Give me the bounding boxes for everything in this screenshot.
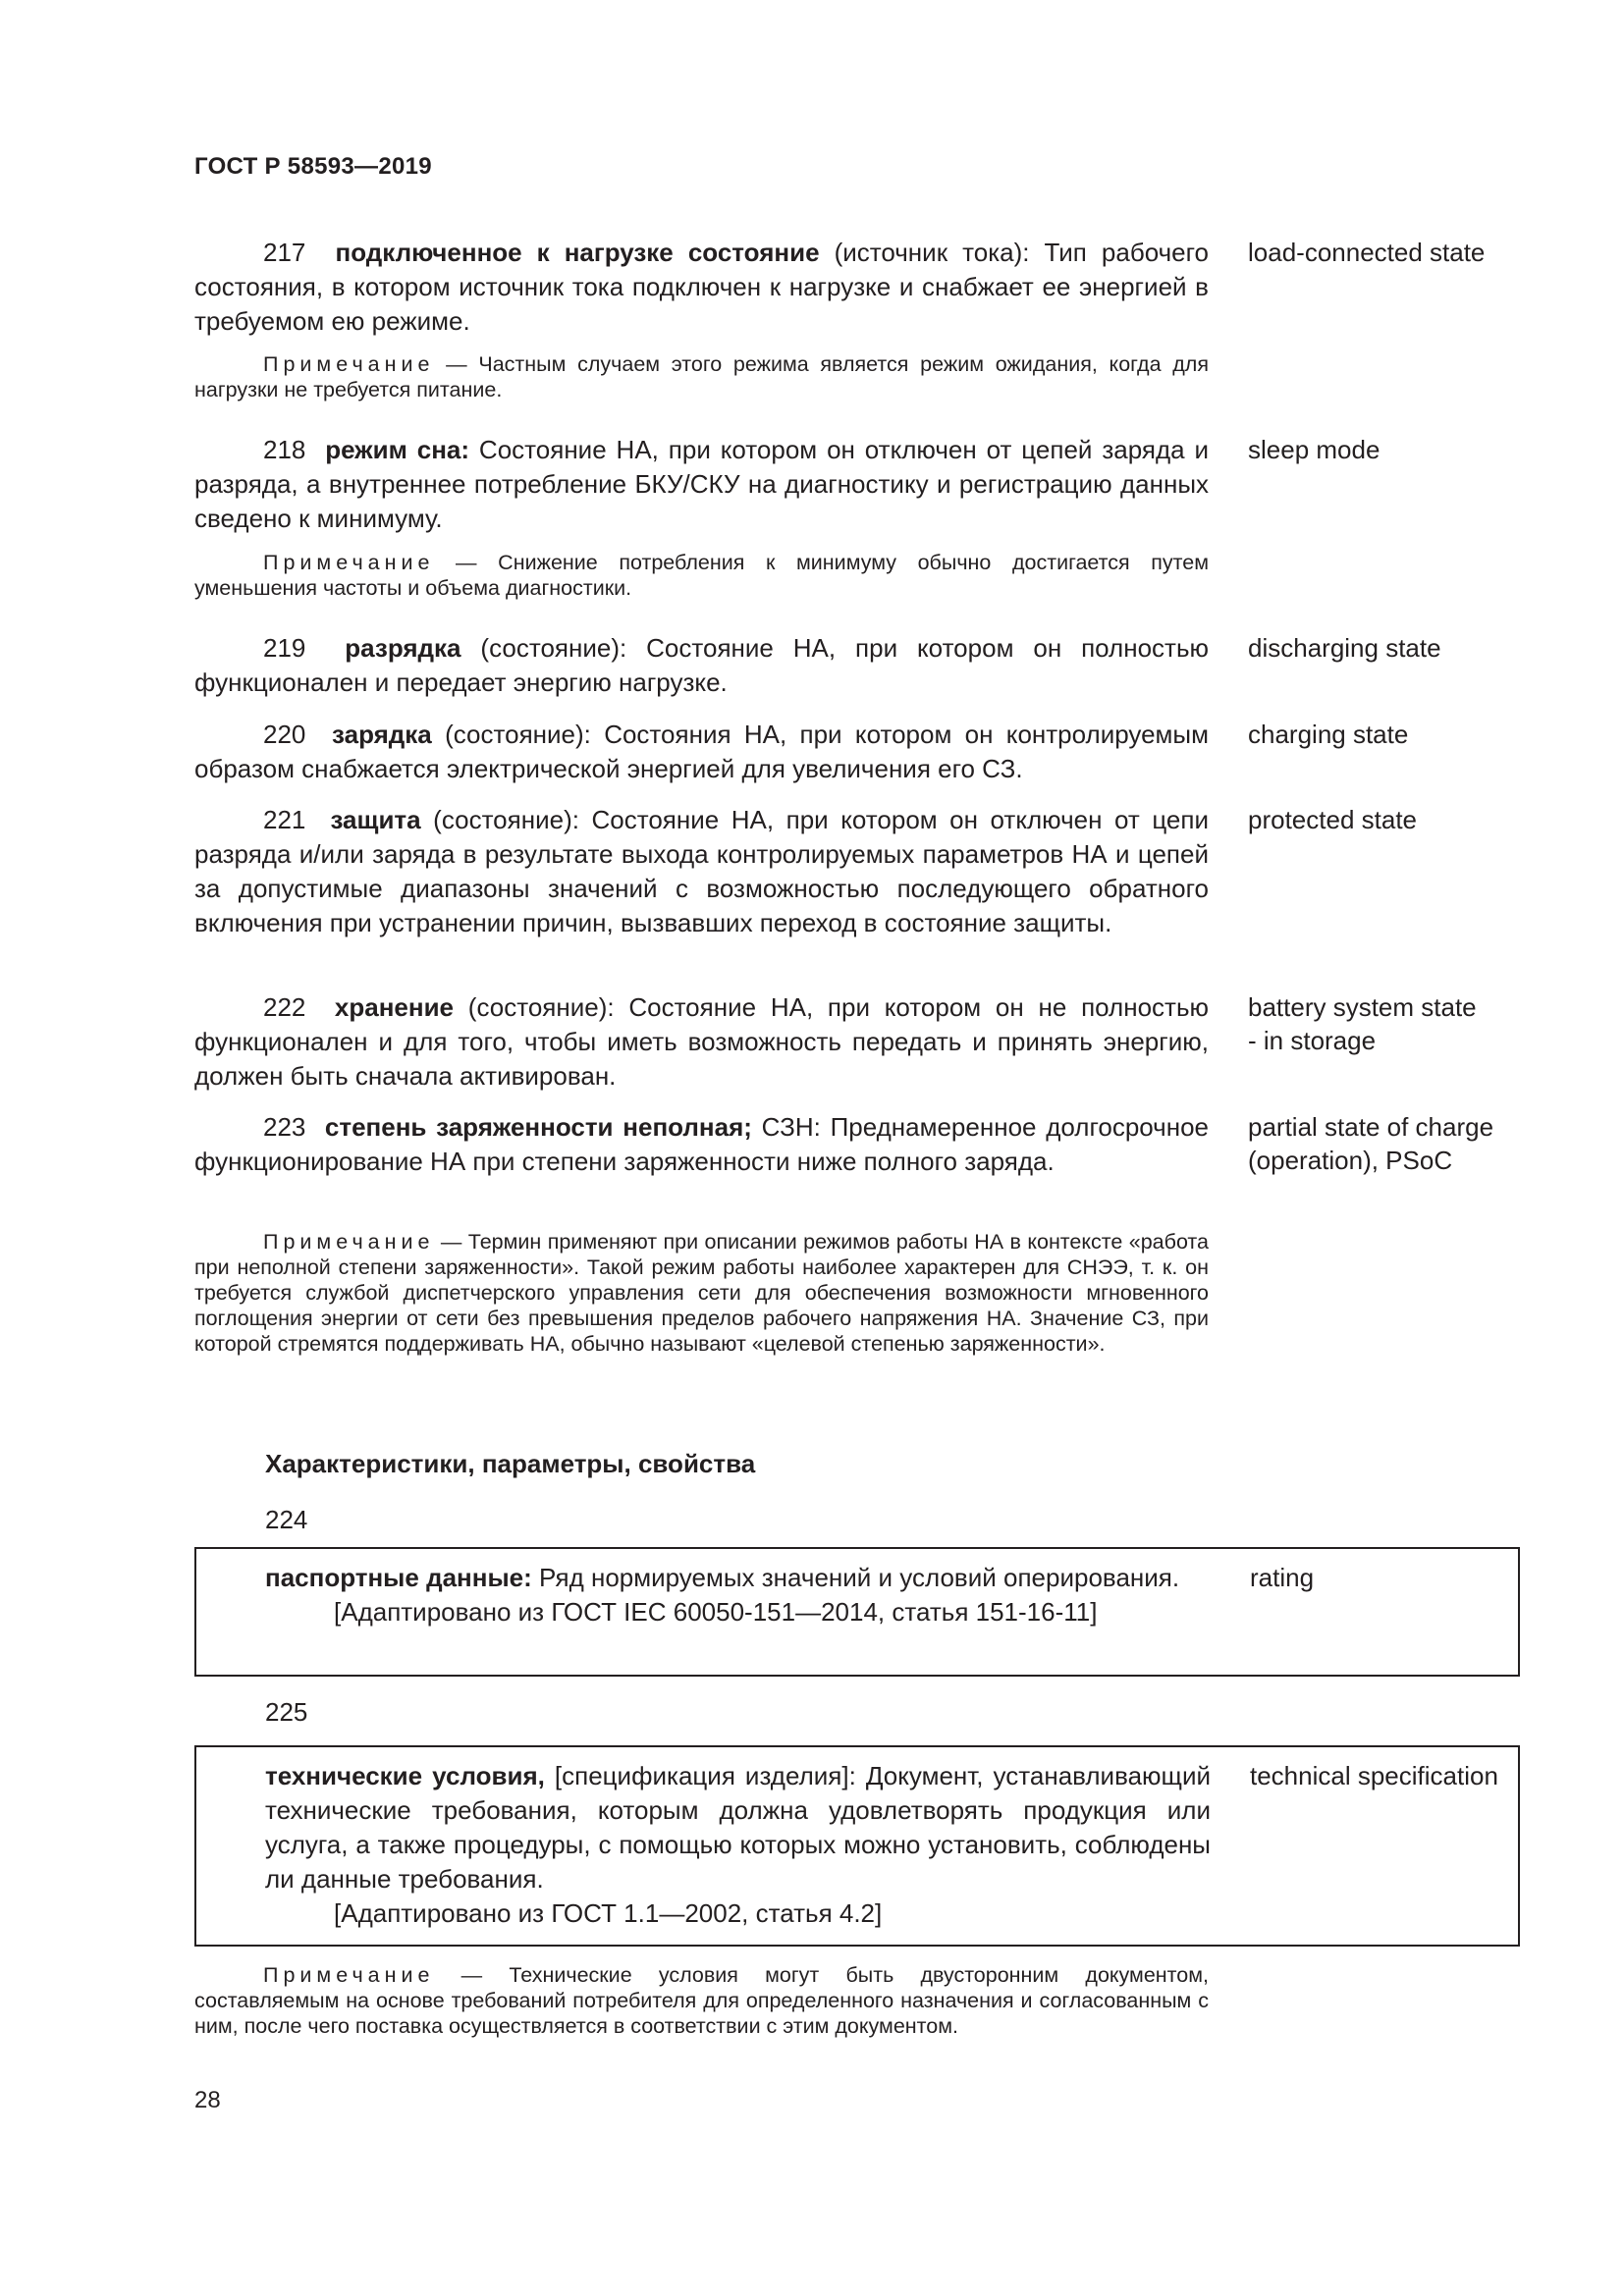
boxed-definition <box>265 1759 1211 1931</box>
note-label: Примечание <box>263 352 435 376</box>
english-term-217: load-connected state <box>1248 238 1486 267</box>
term-name: защита <box>330 805 421 834</box>
section-title: Характеристики, параметры, свойства <box>265 1449 756 1478</box>
entry-number: 217 <box>263 238 306 267</box>
term-name: разрядка <box>345 633 461 663</box>
entry-number: 222 <box>263 992 306 1022</box>
term-name: хранение <box>334 992 455 1022</box>
term-text: (состояние): Состояние НА, при котором он не полностью функционален и для того, чтобы иметь возможность передать и принять энергию, должен быть сначала активирован. <box>194 992 1209 1091</box>
boxed-entry-number-224: 224 <box>265 1505 308 1534</box>
note-label: Примечание <box>263 1963 435 1987</box>
entry-number: 218 <box>263 435 306 464</box>
term-name: режим сна: <box>325 435 470 464</box>
term-entry-218 <box>194 433 1209 536</box>
entry-number: 220 <box>263 720 306 749</box>
english-term-223 <box>1248 1110 1493 1177</box>
term-source: [Адаптировано из ГОСТ IEC 60050-151—2014, статья 151-16-11] <box>334 1597 1098 1627</box>
note-text: — Технические условия могут быть двусторонним документом, составляемым на основе требований потребителя для определенного назначения и согласованным с ним, после чего поставка осуществляется в соответствии с этим документом. <box>194 1963 1209 2038</box>
term-source: [Адаптировано из ГОСТ 1.1—2002, статья 4.2] <box>334 1898 883 1928</box>
term-definition <box>194 990 1209 1094</box>
boxed-entry-number-225: 225 <box>265 1697 308 1727</box>
term-name: степень заряженности неполная; <box>324 1112 752 1142</box>
english-term-line2: - in storage <box>1248 1026 1377 1055</box>
term-text: (состояние): Состояние НА, при котором он отключен от цепи разряда и/или заряда в результате выхода контролируемых параметров НА и цепей за допустимые диапазоны значений с возможностью последующего обратного включения при устранении причин, вызвавших переход в состояние защиты. <box>194 805 1209 937</box>
term-definition <box>194 1110 1209 1179</box>
entry-number: 223 <box>263 1112 306 1142</box>
term-name: подключенное к нагрузке состояние <box>335 238 820 267</box>
term-definition <box>194 236 1209 339</box>
term-name: технические условия, <box>265 1761 545 1790</box>
english-term-219: discharging state <box>1248 633 1441 663</box>
entry-number: 221 <box>263 805 306 834</box>
note-text: — Снижение потребления к минимуму обычно достигается путем уменьшения частоты и объема диагностики. <box>194 551 1209 600</box>
english-term-222 <box>1248 990 1477 1057</box>
note-223 <box>194 1229 1209 1357</box>
term-definition <box>194 718 1209 786</box>
term-box-225 <box>194 1745 1520 1947</box>
document-code: ГОСТ Р 58593—2019 <box>194 153 432 180</box>
english-term-line1: partial state of charge <box>1248 1112 1494 1142</box>
term-definition <box>194 631 1209 700</box>
term-text: Состояние НА, при котором он отключен от цепей заряда и разряда, а внутреннее потребление БКУ/СКУ на диагностику и регистрацию данных сведено к минимуму. <box>194 435 1210 533</box>
term-text: [спецификация изделия]: Документ, устанавливающий технические требования, которым должна удовлетворять продукция или услуга, а также процедуры, с помощью которых можно установить, соблюдены ли данные требования. <box>265 1761 1211 1894</box>
term-entry-222 <box>194 990 1209 1094</box>
note-label: Примечание <box>263 551 435 574</box>
note-text: — Термин применяют при описании режимов работы НА в контексте «работа при неполной степени заряженности». Такой режим работы наиболее характерен для СНЭЭ, т. к. он требуется службой диспетчерского управления сети для обеспечения возможности мгновенного поглощения энергии от сети без превышения пределов рабочего напряжения НА. Значение СЗ, при которой стремятся поддерживать НА, обычно называют «целевой степенью заряженности». <box>194 1230 1209 1356</box>
term-text: (источник тока): Тип рабочего состояния, в котором источник тока подключен к нагрузке и снабжает ее энергией в требуемом ею режиме. <box>194 238 1209 336</box>
note-218 <box>194 550 1209 601</box>
note-text: — Частным случаем этого режима является режим ожидания, когда для нагрузки не требуется питание. <box>194 352 1209 401</box>
english-term-line1: battery system state <box>1248 992 1477 1022</box>
term-box-224 <box>194 1547 1520 1677</box>
note-label: Примечание <box>263 1230 435 1254</box>
term-entry-219 <box>194 631 1209 700</box>
term-name: зарядка <box>332 720 432 749</box>
term-text: (состояние): Состояния НА, при котором он контролируемым образом снабжается электрической энергией для увеличения его СЗ. <box>194 720 1209 783</box>
term-text: (состояние): Состояние НА, при котором он полностью функционален и передает энергию нагрузке. <box>194 633 1210 697</box>
term-text: Ряд нормируемых значений и условий оперирования. <box>531 1563 1180 1592</box>
boxed-definition <box>265 1561 1211 1629</box>
english-term-221: protected state <box>1248 805 1417 834</box>
page-number: 28 <box>194 2087 221 2113</box>
entry-number: 219 <box>263 633 306 663</box>
term-name: паспортные данные: <box>265 1563 532 1592</box>
english-term-line2: (operation), PSoC <box>1248 1146 1453 1175</box>
term-entry-223 <box>194 1110 1209 1179</box>
english-term-220: charging state <box>1248 720 1409 749</box>
term-entry-217 <box>194 236 1209 339</box>
term-entry-220 <box>194 718 1209 786</box>
term-text: СЗН: Преднамеренное долгосрочное функционирование НА при степени заряженности ниже полного заряда. <box>194 1112 1209 1176</box>
english-term-218: sleep mode <box>1248 435 1380 464</box>
term-definition <box>194 433 1209 536</box>
term-entry-221 <box>194 803 1209 940</box>
english-term-225: technical specification <box>1250 1761 1498 1790</box>
english-term-224: rating <box>1250 1563 1315 1592</box>
term-definition <box>194 803 1209 940</box>
note-217 <box>194 351 1209 402</box>
note-225 <box>194 1962 1209 2039</box>
